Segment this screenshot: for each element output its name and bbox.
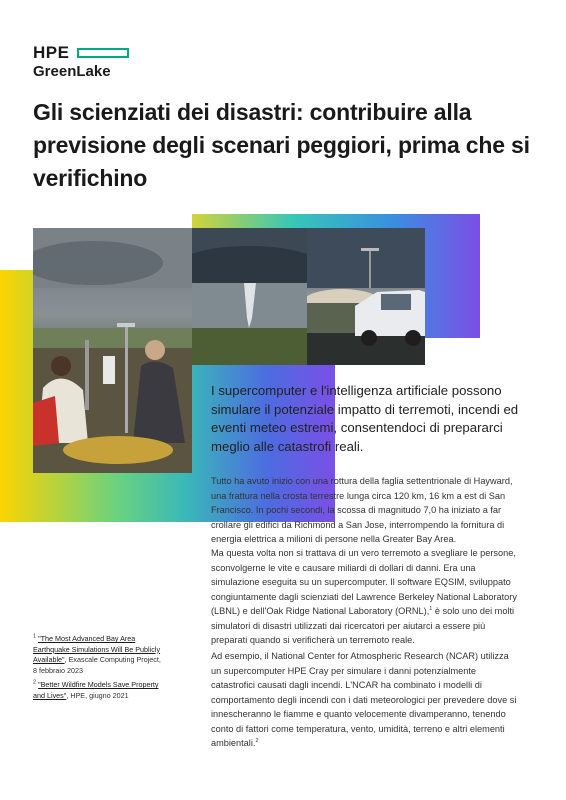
footnote-2-number: 2 (33, 679, 37, 686)
logo-hpe-text: HPE (33, 43, 70, 62)
footnote-2 (33, 680, 163, 701)
paragraph-3-text: Ad esempio, il National Center for Atmospheric Research (NCAR) utilizza un supercomputer HPE Cray per simulare i danni potenzialmente catastrofici causati dagli incendi. L'NCAR ha combinato i modelli di comportamento degli incendi con i dati meteorologici per prevedere dove si innescheranno le fiamme e quanto velocemente divamperanno, tenendo conto di fattori come temperatura, vento, umidità, terreno e altri elementi ambientali. (211, 651, 517, 748)
photo-tornado-over-field (192, 228, 307, 365)
hpe-greenlake-logo (33, 44, 129, 81)
body-paragraph-2 (211, 546, 521, 648)
photo-scientists-weather-station (33, 228, 192, 473)
footnote-1-link[interactable]: "The Most Advanced Bay Area Earthquake Simulations Will Be Publicly Available" (33, 634, 161, 664)
footnote-1-source: , Exascale Computing Project, 8 febbraio 2023 (33, 655, 161, 675)
page-title: Gli scienziati dei disastri: contribuire alla previsione degli scenari peggiori, prima che si verifichino (33, 99, 530, 191)
footnote-1 (33, 634, 163, 676)
body-paragraph-3 (211, 649, 521, 751)
photo-storm-chaser-truck (307, 228, 425, 365)
paragraph-1-text: Tutto ha avuto inizio con una rottura della faglia settentrionale di Hayward, una frattura nella crosta terrestre lunga circa 120 km, 16 km a est di San Francisco. In pochi secondi, la scossa di magnitudo 7,0 ha iniziato a far crollare gli edifici da Richmond a San Jose, interrompendo la fornitura di energia elettrica a milioni di persone nella Greater Bay Area. (211, 476, 513, 544)
scientists-illustration (33, 228, 192, 473)
truck-illustration (307, 228, 425, 365)
footnote-1-number: 1 (33, 633, 37, 640)
footnote-2-source: , HPE, giugno 2021 (66, 690, 129, 700)
tornado-illustration (192, 228, 307, 365)
paragraph-2-text: Ma questa volta non si trattava di un vero terremoto a svegliare le persone, sconvolgerne le vite e causare miliardi di dollari di danni. Era una simulazione eseguita su un supercomputer. Il software EQSIM, sviluppato congiuntamente dagli scienziati del Lawrence Berkeley National Laboratory (LBNL) e dell'Oak Ridge National Laboratory (ORNL), (211, 548, 517, 616)
lede-paragraph: I supercomputer e l'intelligenza artificiale possono simulare il potenziale impatto di terremoti, incendi ed eventi meteo estremi, consentendoci di prepararci meglio alle catastrofi reali. (211, 383, 519, 454)
body-paragraph-1 (211, 474, 521, 547)
paragraph-2-text-after: è solo uno dei molti simulatori di disastri utilizzati dai ricercatori per aiutarci a essere più preparati quando si verificherà un terremoto reale. (211, 606, 515, 645)
logo-greenlake-text: GreenLake (33, 63, 111, 80)
footnote-ref-2[interactable]: 2 (255, 737, 259, 744)
hpe-element-rectangle-icon (77, 48, 129, 58)
footnote-2-link[interactable]: "Better Wildfire Models Save Property and Lives" (33, 680, 159, 700)
footnote-ref-1[interactable]: 1 (429, 605, 433, 612)
